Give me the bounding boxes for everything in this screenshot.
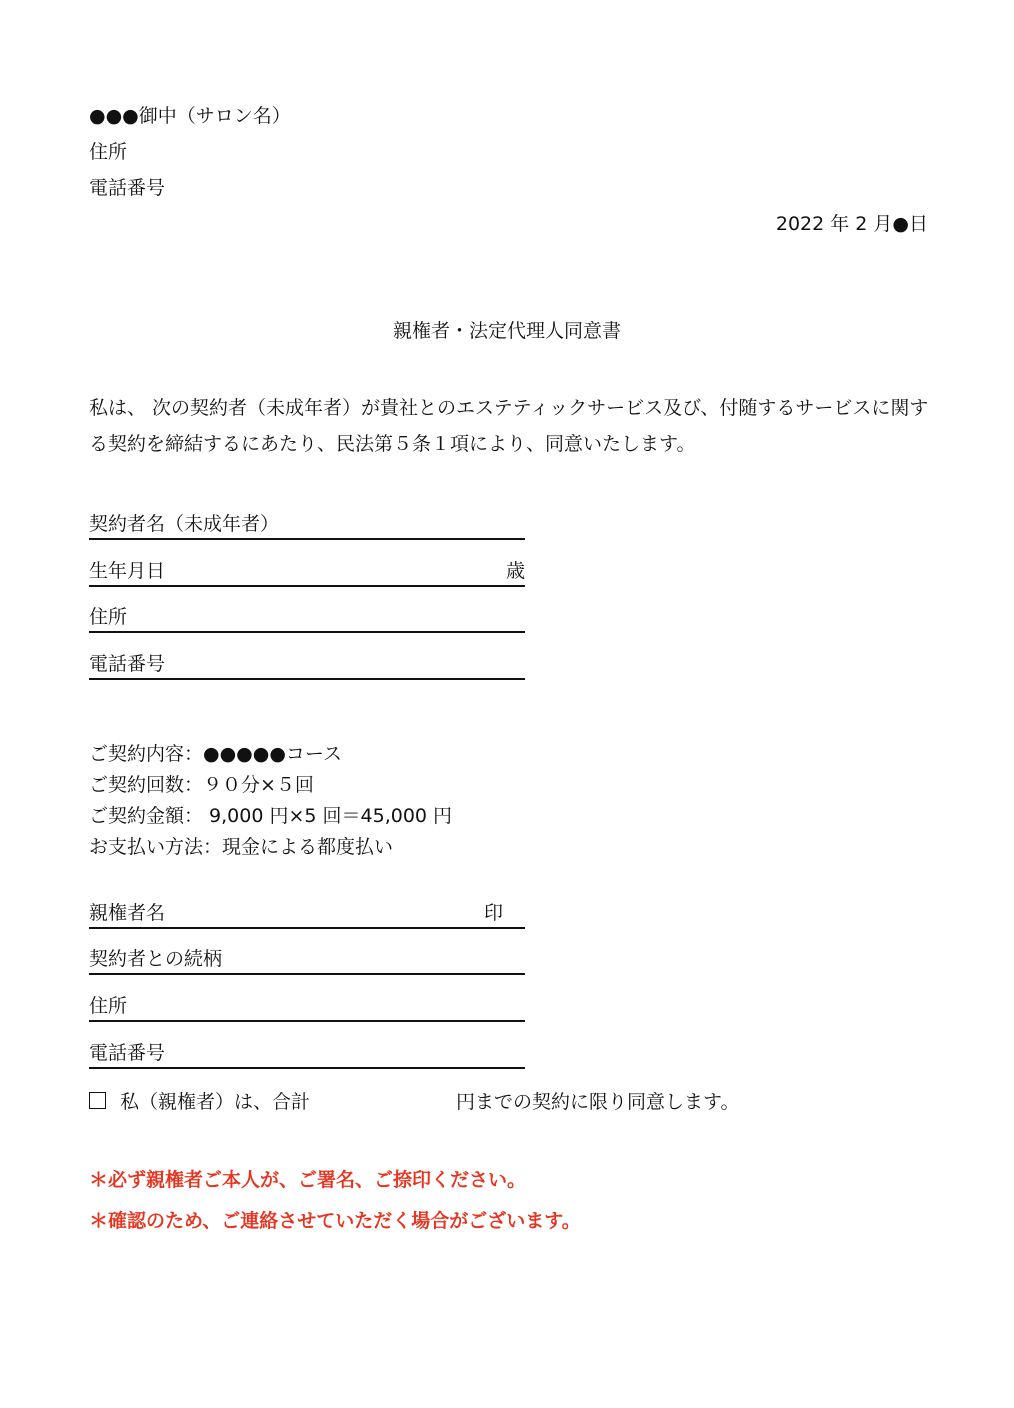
guardian-relation-field[interactable] [89,943,525,975]
consent-suffix: 円までの契約に限り同意します。 [456,1091,740,1113]
consent-checkbox[interactable] [89,1092,106,1109]
guardian-name-field[interactable] [89,897,525,929]
contact-note: ＊確認のため、ご連絡させていただく場合がございます。 [89,1210,581,1232]
guardian-address-field[interactable] [89,990,525,1022]
document-title: 親権者・法定代理人同意書 [392,320,621,342]
seal-suffix: 印 [483,902,503,924]
guardian-phone-label: 電話番号 [89,1042,166,1064]
contractor-address-field[interactable] [89,601,525,633]
contractor-name-field[interactable] [89,508,525,540]
contractor-phone-label: 電話番号 [89,653,166,675]
contract-content: ご契約内容：●●●●●コース [89,743,342,765]
contractor-phone-field[interactable] [89,648,525,680]
consent-prefix: 私（親権者）は、合計 [120,1091,311,1113]
contractor-birth-label: 生年月日 [89,560,166,582]
contract-payment: お支払い方法：現金による都度払い [89,836,394,858]
recipient-phone: 電話番号 [89,177,166,199]
recipient-salon: ●●●御中（サロン名） [89,105,291,127]
recipient-address: 住所 [89,141,128,163]
contract-details [89,739,452,863]
guardian-address-label: 住所 [89,995,128,1017]
document-date: 2022 年 2 月●日 [775,213,928,235]
contractor-name-label: 契約者名（未成年者） [89,513,280,535]
age-suffix: 歳 [505,560,525,582]
contractor-address-label: 住所 [89,606,128,628]
guardian-name-label: 親権者名 [89,902,166,924]
signature-note: ＊必ず親権者ご本人が、ご署名、ご捺印ください。 [89,1169,527,1191]
contractor-birth-field[interactable] [89,555,525,587]
contract-amount: ご契約金額： 9,000 円×5 回＝45,000 円 [89,805,453,827]
guardian-phone-field[interactable] [89,1037,525,1069]
consent-statement: 私は、 次の契約者（未成年者）が貴社とのエステティックサービス及び、付随するサービスに関する契約を締結するにあたり、民法第５条１項により、同意いたします。 [89,397,929,455]
guardian-relation-label: 契約者との続柄 [89,948,223,970]
consent-limit-line [89,1090,740,1114]
contract-count: ご契約回数：９０分×５回 [89,774,314,796]
